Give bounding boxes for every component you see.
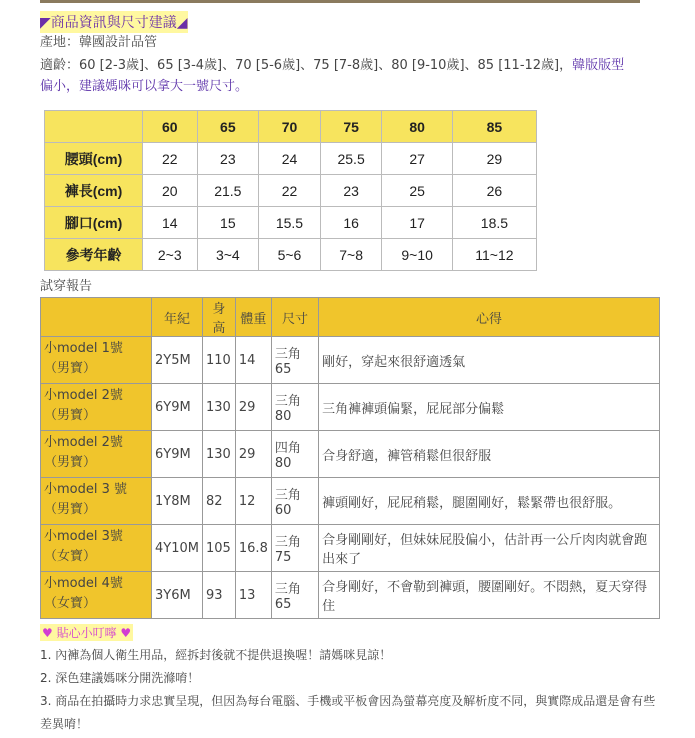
table-cell: 三角60 [271,478,318,525]
table-cell: 16.8 [235,525,271,572]
table-cell: 6Y9M [152,384,203,431]
header-cell: 80 [382,111,452,143]
table-cell: 三角褲褲頭偏緊，屁屁部分偏鬆 [319,384,660,431]
tip-item: 3. 商品在拍攝時力求忠實呈現，但因為每台電腦、手機或平板會因為螢幕亮度及解析度不同，與實際成品還是會有些差異唷！ [40,694,656,731]
table-cell: 小model 1號（男寶） [41,337,152,384]
table-cell: 27 [382,143,452,175]
table-cell: 4Y10M [152,525,203,572]
age-list: 適齡：60 [2-3歲]、65 [3-4歲]、70 [5-6歲]、75 [7-8歲]、80 [9-10歲]、85 [11-12歲]， [40,58,573,73]
table-cell: 17 [382,207,452,239]
header-cell: 心得 [319,298,660,337]
table-row [41,337,660,384]
table-cell: 22 [259,175,321,207]
table-cell: 15.5 [259,207,321,239]
header-cell: 70 [259,111,321,143]
table-cell: 29 [452,143,536,175]
table-cell: 小model 2號（男寶） [41,431,152,478]
table-cell: 2Y5M [152,337,203,384]
table-cell: 小model 4號（女寶） [41,572,152,619]
age-text [40,55,660,97]
table-cell: 合身剛剛好，但妹妹屁股偏小，估計再一公斤肉肉就會跑出來了 [319,525,660,572]
table-cell: 合身剛好，不會勒到褲頭，腰圍剛好。不悶熱，夏天穿得住 [319,572,660,619]
header-cell: 年紀 [152,298,203,337]
header-cell: 60 [143,111,198,143]
table-cell: 22 [143,143,198,175]
table-cell: 15 [197,207,259,239]
table-cell: 小model 3號（女寶） [41,525,152,572]
header-cell [45,111,143,143]
table-cell: 18.5 [452,207,536,239]
table-row [41,572,660,619]
header-cell: 85 [452,111,536,143]
table-cell: 小model 2號（男寶） [41,384,152,431]
table-cell: 130 [202,431,235,478]
table-cell: 腳口(cm) [45,207,143,239]
table-cell: 3Y6M [152,572,203,619]
table-cell: 三角80 [271,384,318,431]
fit-note-2: 偏小，建議媽咪可以拿大一號尺寸。 [40,79,249,94]
table-cell: 三角65 [271,337,318,384]
table-cell: 16 [320,207,382,239]
table-cell: 小model 3 號（男寶） [41,478,152,525]
table-cell: 21.5 [197,175,259,207]
table-cell: 93 [202,572,235,619]
table-cell: 29 [235,384,271,431]
header-cell: 身高 [202,298,235,337]
trial-label: 試穿報告 [40,279,93,294]
table-cell: 82 [202,478,235,525]
table-cell: 13 [235,572,271,619]
header-cell: 65 [197,111,259,143]
table-cell: 合身舒適，褲管稍鬆但很舒服 [319,431,660,478]
table-row [41,478,660,525]
tip-item: 1. 內褲為個人衛生用品，經拆封後就不提供退換喔！請媽咪見諒！ [40,648,392,662]
tip-item: 2. 深色建議媽咪分開洗滌唷！ [40,671,200,685]
table-cell: 12 [235,478,271,525]
table-cell: 25.5 [320,143,382,175]
tips-list [40,644,660,736]
table-cell: 105 [202,525,235,572]
table-cell: 9~10 [382,239,452,271]
section-title: ◤商品資訊與尺寸建議◢ [40,11,188,33]
table-row [41,525,660,572]
table-cell: 130 [202,384,235,431]
table-row [45,175,537,207]
table-cell: 四角80 [271,431,318,478]
table-row [45,207,537,239]
tips-title: ♥ 貼心小叮嚀 ♥ [42,626,132,640]
table-cell: 7~8 [320,239,382,271]
table-cell: 1Y8M [152,478,203,525]
origin-text: 產地：韓國設計品管 [40,35,158,50]
table-cell: 2~3 [143,239,198,271]
size-table [44,110,537,271]
table-cell: 14 [143,207,198,239]
table-cell: 110 [202,337,235,384]
fit-note: 韓版版型 [572,58,625,73]
table-row [45,239,537,271]
table-row [41,431,660,478]
table-cell: 25 [382,175,452,207]
header-cell: 75 [320,111,382,143]
table-cell: 褲頭剛好，屁屁稍鬆，腿圍剛好，鬆緊帶也很舒服。 [319,478,660,525]
table-cell: 29 [235,431,271,478]
table-cell: 三角75 [271,525,318,572]
table-cell: 11~12 [452,239,536,271]
table-cell: 23 [320,175,382,207]
table-cell: 褲長(cm) [45,175,143,207]
product-image-edge [40,0,640,3]
table-cell: 剛好，穿起來很舒適透氣 [319,337,660,384]
table-cell: 參考年齡 [45,239,143,271]
table-cell: 20 [143,175,198,207]
header-row [45,111,537,143]
header-cell: 體重 [235,298,271,337]
header-row [41,298,660,337]
table-cell: 腰頭(cm) [45,143,143,175]
table-cell: 23 [197,143,259,175]
table-cell: 24 [259,143,321,175]
header-cell [41,298,152,337]
table-cell: 3~4 [197,239,259,271]
table-row [41,384,660,431]
table-row [45,143,537,175]
table-cell: 26 [452,175,536,207]
header-cell: 尺寸 [271,298,318,337]
table-cell: 6Y9M [152,431,203,478]
table-cell: 5~6 [259,239,321,271]
table-cell: 三角65 [271,572,318,619]
trial-table [40,297,660,619]
table-cell: 14 [235,337,271,384]
